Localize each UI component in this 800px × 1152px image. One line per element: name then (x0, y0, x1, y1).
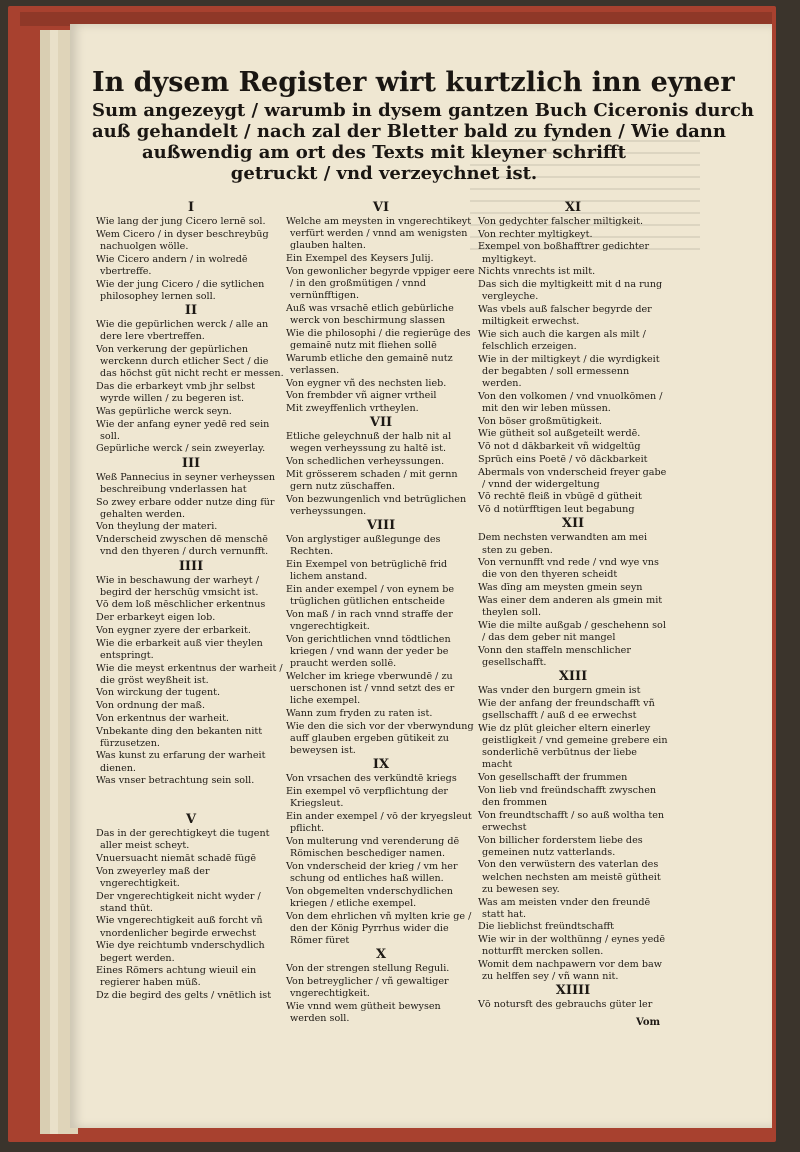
index-entry: Von frembder vñ aigner vrtheil (286, 390, 437, 402)
index-entry: Wie vnnd wem gütheit bewysen werden soll. (286, 1000, 441, 1024)
index-entry: Vnuersuacht niemāt schadē fügē (96, 852, 257, 864)
index-entry: Wie die philosophi / die regierūge des gemainē nutz mit fliehen sollē (286, 327, 471, 352)
section-numeral: V (185, 812, 197, 828)
index-entry: Von wirckung der tugent. (96, 687, 221, 699)
index-entry: Von böser großmütigkeit. (478, 415, 602, 427)
index-entry: Was einer dem anderen als gmein mit theylen soll. (478, 594, 663, 619)
index-entry: Nichts vnrechts ist milt. (478, 266, 596, 278)
index-entry: Von erkentnus der warheit. (96, 712, 229, 724)
index-entry: Von betreyglicher / vñ gewaltiger vngerechtigkeit. (286, 975, 449, 1000)
index-column-3 (478, 200, 668, 1012)
index-entry: Von zweyerley maß der vngerechtigkeit. (96, 865, 210, 889)
section-numeral: XII (561, 516, 585, 532)
index-entry: Exempel von boßhafftrer gedichter myltigkeyt. (478, 241, 650, 265)
index-entry: Dz die begird des gelts / vnētlich ist (96, 990, 272, 1002)
heading-line-1: In dysem Register wirt kurtzlich inn eyner (92, 67, 735, 98)
index-entry: Wie die erbarkeit auß vier theylen entspringt. (96, 637, 263, 661)
index-entry: Wie wir in der wolthünng / eynes yedē notturfft mercken sollen. (478, 934, 666, 958)
index-entry: Etliche geleychnuß der halb nit al wegen verheyssung zu haltē ist. (286, 431, 452, 455)
index-entry: Von eygner zyere der erbarkeit. (96, 624, 251, 636)
index-entry: Von theylung der materi. (96, 521, 218, 533)
index-entry: Von freundtschafft / so auß woltha ten erwechst (478, 809, 665, 833)
index-entry: Wie lang der jung Cicero lernē sol. (96, 216, 266, 227)
index-entry: Ein Exempel des Keysers Julij. (286, 253, 434, 265)
section-numeral: XI (564, 200, 582, 215)
index-entry: Von billicher forderstem liebe des gemeinen nutz vatterlands. (478, 834, 643, 858)
index-entry: Wie dye reichtumb vnderschydlich begert werden. (96, 940, 265, 964)
index-entry: Vnbekante ding den bekanten nitt fürzusetzen. (96, 725, 263, 749)
index-entry: Wie der anfang der freundschafft vñ gsellschafft / auß d ee erwechst (478, 697, 655, 722)
index-entry: Wem Cicero / in dyser beschreybūg nachuolgen wölle. (96, 228, 269, 252)
index-entry: Wie der jung Cicero / die sytlichen philosophey lernen soll. (96, 278, 265, 302)
index-entry: Von vernunfft vnd rede / vnd wye vns die von den thyeren scheidt (478, 557, 659, 581)
index-entry: Von verkerung der gepürlichen werckenn durch etlicher Sect / die das höchst güt nicht recht er messen. (96, 343, 284, 380)
index-entry: Was vnder den burgern gmein ist (478, 685, 641, 697)
catchword: Vom (636, 1017, 661, 1028)
index-column-1 (96, 200, 286, 1003)
index-entry: Vō not d dākbarkeit vñ widgeltūg (478, 441, 641, 453)
index-entry: Von multerung vnd verenderung dē Römischen beschediger namen. (286, 835, 460, 860)
index-entry: Das in der gerechtigkeyt die tugent aller meist scheyt. (96, 828, 270, 852)
index-entry: Von arglystiger außlegunge des Rechten. (286, 534, 441, 558)
index-entry: Wie dz plūt gleicher eltern einerley geistligkeit / vnd gemeine grebere ein sonderlichē verbūtnus der liebe macht (478, 722, 668, 771)
index-entry: Wie vngerechtigkeit auß forcht vñ vnordenlicher begirde erwechst (96, 915, 263, 939)
index-entry: Vō d notürfftigen leut begabung (478, 504, 635, 516)
heading-line-5: getruckt / vnd verzeychnet ist. (230, 163, 538, 184)
section-numeral: X (375, 947, 387, 963)
index-entry: Mit zweyffenlich vrtheylen. (286, 403, 419, 415)
index-entry: Welcher im kriege vberwundē / zu uerschonen ist / vnnd setzt des er liche exempel. (286, 670, 455, 707)
index-entry: Von ordnung der maß. (96, 700, 206, 712)
index-entry: Mit grösserem schaden / mit gernn gern nutz züschaffen. (286, 468, 458, 493)
index-entry: Abermals von vnderscheid freyer gabe / vnnd der widergeltung (478, 466, 667, 490)
index-entry: Von schedlichen verheyssungen. (286, 456, 445, 468)
index-entry: Ein ander exempel / vō der kryegsleut pflicht. (286, 810, 472, 835)
index-entry: Was gepürliche werck seyn. (96, 405, 232, 417)
index-entry: Das sich die myltigkeitt mit d na rung vergleyche. (478, 279, 663, 303)
index-entry: Vonn den staffeln menschlicher gesellschafft. (478, 644, 631, 668)
index-entry: Von der strengen stellung Reguli. (286, 963, 450, 975)
index-entry: Was am meisten vnder den freundē statt hat. (478, 896, 651, 920)
index-entry: Von bezwungenlich vnd betrüglichen verheyssungen. (286, 493, 467, 517)
index-entry: Ein Exempel von betrüglichē frid lichem anstand. (286, 559, 448, 583)
index-entry: Vō notursft des gebrauchs güter ler (478, 999, 653, 1011)
index-entry: Vnderscheid zwyschen dē menschē vnd den thyeren / durch vernunfft. (96, 534, 269, 558)
index-entry: Wie den die sich vor der vberwyndung auff glauben ergeben gütikeit zu beweysen ist. (286, 720, 474, 757)
section-numeral: III (181, 455, 201, 471)
index-entry: Wie in beschawung der warheyt / begird der herschūg vmsicht ist. (96, 574, 259, 598)
index-entry: Der vngerechtigkeit nicht wyder / stand thūt. (96, 890, 261, 914)
index-entry: Ein exempel vō verpflichtung der Kriegsleut. (286, 786, 448, 810)
index-entry: Wie die meyst erkentnus der warheit / die gröst weyßheit ist. (96, 662, 283, 686)
index-entry: Von obgemelten vnderschydlichen kriegen / etliche exempel. (286, 885, 453, 909)
index-entry: Wie gütheit sol außgeteilt werdē. (478, 428, 641, 440)
section-numeral: II (184, 302, 198, 318)
index-entry: Von dem ehrlichen vñ mylten krie ge / den der König Pyrrhus wider die Römer füret (286, 910, 472, 946)
index-entry: Warumb etliche den gemainē nutz verlassen. (286, 352, 453, 376)
index-entry: Eines Römers achtung wieuil ein regierer haben müß. (96, 965, 257, 989)
index-entry: Von den verwüstern des vaterlan des welchen nechsten am meistē gütheit zu bewesen sey. (478, 859, 661, 895)
section-spacer (96, 788, 286, 812)
index-entry: Von gewonlicher begyrde vppiger eere / in den großmütigen / vnnd vernünfftigen. (286, 265, 475, 302)
index-entry: So zwey erbare odder nutze ding für gehalten werden. (96, 496, 275, 520)
index-entry: Wie Cicero andern / in wolredē vbertreffe. (96, 253, 248, 277)
section-numeral: VI (372, 200, 390, 215)
index-entry: Auß was vrsachē etlich gebürliche werck von beschirmung slassen (286, 302, 454, 327)
index-entry: Gepürliche werck / sein zweyerlay. (96, 443, 266, 455)
index-entry: Sprüch eins Poetē / vō dāckbarkeit (478, 453, 648, 465)
heading-line-2: Sum angezeygt / warumb in dysem gantzen Buch Ciceronis durch (92, 100, 754, 121)
section-numeral: XIIII (555, 983, 591, 999)
register-heading (92, 66, 754, 184)
index-entry: Was dīng am meysten gmein seyn (478, 582, 643, 594)
index-entry: Von rechter myltigkeyt. (478, 228, 593, 240)
index-entry: Von maß / in rach vnnd straffe der vngerechtigkeit. (286, 608, 453, 633)
section-numeral: VIII (366, 518, 396, 534)
index-entry: Von lieb vnd freündschafft zwyschen den frommen (478, 784, 657, 808)
index-entry: Von eygner vñ des nechsten lieb. (286, 377, 447, 389)
index-entry: Wie die milte außgab / geschehenn sol / das dem geber nit mangel (478, 619, 666, 643)
heading-line-4: außwendig am ort des Texts mit kleyner schrifft (141, 142, 626, 163)
index-entry: Vō dem loß mēschlicher erkentnus (96, 599, 266, 611)
index-entry: Ein ander exempel / von eynem be trüglichen gütlichen entscheide (286, 583, 455, 608)
index-entry: Von vrsachen des verkündtē kriegs (286, 773, 457, 785)
section-numeral: VII (369, 415, 393, 431)
section-numeral: IIII (178, 558, 204, 574)
index-entry: Von gedychter falscher miltigkeit. (478, 216, 644, 227)
index-entry: Wie die gepürlichen werck / alle an dere lere vbertreffen. (96, 318, 269, 343)
index-entry: Was vnser betrachtung sein soll. (96, 775, 255, 787)
section-numeral: XIII (558, 669, 588, 685)
index-entry: Welche am meysten in vngerechtikeyt verfürt werden / vnnd am wenigsten glauben halten. (286, 216, 472, 252)
heading-line-3: auß gehandelt / nach zal der Bletter bald zu fynden / Wie dann (92, 121, 726, 142)
index-entry: Wie der anfang eyner yedē red sein soll. (96, 418, 270, 442)
index-entry: Das die erbarkeyt vmb jhr selbst wyrde willen / zu begeren ist. (96, 380, 255, 405)
index-entry: Wie sich auch die kargen als milt / felschlich erzeigen. (478, 328, 646, 353)
index-entry: Der erbarkeyt eigen lob. (96, 612, 216, 624)
index-entry: Womit dem nachpawern vor dem baw zu helffen sey / vñ wann nit. (478, 959, 662, 983)
index-entry: Wann zum fryden zu raten ist. (286, 708, 433, 720)
section-numeral: IX (372, 757, 390, 773)
section-numeral: I (187, 200, 195, 215)
index-entry: Von gesellschafft der frummen (478, 772, 628, 784)
index-entry: Dem nechsten verwandten am mei sten zu geben. (478, 532, 648, 556)
index-column-2 (286, 200, 476, 1026)
index-entry: Von gerichtlichen vnnd tödtlichen kriegen / vnd wann der yeder be praucht werden sollē. (286, 633, 451, 670)
index-entry: Weß Pannecius in seyner verheyssen beschreibung vnderlassen hat (96, 471, 276, 495)
index-entry: Was kunst zu erfarung der warheit dienen. (96, 750, 266, 774)
index-entry: Von vnderscheid der krieg / vm her schung od entliches haß willen. (286, 860, 458, 884)
index-entry: Die lieblichst freündtschafft (478, 921, 614, 933)
index-entry: Vō rechtē fleiß in vbūgē d gütheit (478, 491, 642, 503)
index-entry: Wie in der miltigkeyt / die wyrdigkeit der begabten / soll ermessenn werden. (478, 353, 660, 390)
index-entry: Was vbels auß falscher begyrde der miltigkeit erwechst. (478, 303, 652, 328)
index-entry: Von den volkomen / vnd vnuolkōmen / mit den wir leben müssen. (478, 390, 663, 415)
